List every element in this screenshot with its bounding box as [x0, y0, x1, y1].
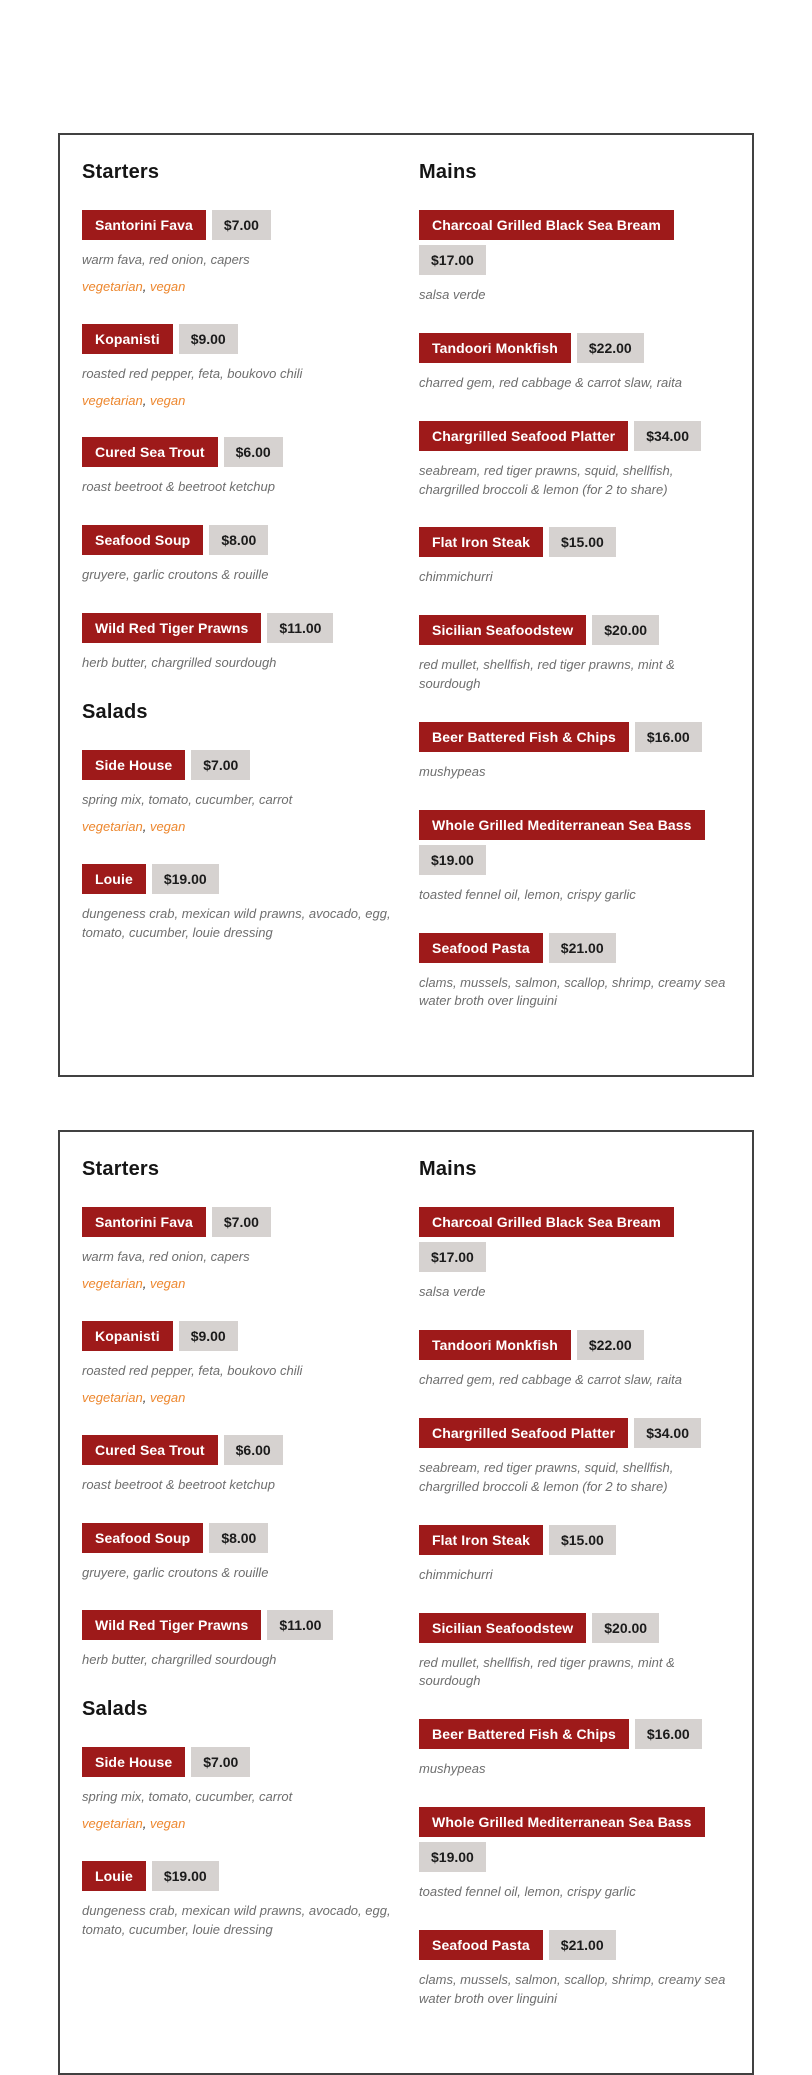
item-badges: [82, 1435, 393, 1470]
item-name-badge: Seafood Pasta: [419, 1930, 543, 1960]
menu-card-frame: [58, 1130, 754, 2074]
item-badges: [419, 1613, 730, 1648]
menu-item: [82, 613, 393, 673]
item-badges: [82, 324, 393, 359]
item-name-badge: Flat Iron Steak: [419, 1525, 543, 1555]
item-badges: [419, 1719, 730, 1754]
item-name-badge: Flat Iron Steak: [419, 527, 543, 557]
item-price-badge: $20.00: [592, 615, 659, 645]
item-price-badge: $19.00: [419, 845, 486, 875]
item-badges: [82, 864, 393, 899]
menu-item: [419, 210, 730, 305]
menu-item: [419, 421, 730, 500]
item-description: charred gem, red cabbage & carrot slaw, raita: [419, 1372, 683, 1388]
menu-section: [419, 1158, 730, 2008]
menu-page: [0, 133, 812, 2006]
item-price-badge: $7.00: [191, 750, 250, 780]
section-items: [419, 1207, 730, 2008]
item-name-badge: Chargrilled Seafood Platter: [419, 421, 628, 451]
item-name-badge: Kopanisti: [82, 1321, 173, 1351]
item-name-badge: Whole Grilled Mediterranean Sea Bass: [419, 1807, 705, 1837]
diet-tag-vegan[interactable]: vegan: [149, 1389, 186, 1405]
section-items: [419, 210, 730, 1011]
section-title-mains: Mains: [419, 161, 477, 183]
item-name-badge: Chargrilled Seafood Platter: [419, 1418, 628, 1448]
item-price-badge: $34.00: [634, 1418, 701, 1448]
section-items: [82, 1747, 393, 1939]
item-description: warm fava, red onion, capers: [82, 252, 250, 267]
tag-separator: ,: [142, 1389, 150, 1405]
menu-item: [419, 810, 730, 905]
menu-item: [82, 1523, 393, 1583]
item-name-badge: Seafood Soup: [82, 525, 203, 555]
item-badges: [82, 1861, 393, 1896]
item-badges: [82, 1747, 393, 1782]
item-price-badge: $7.00: [212, 1207, 271, 1237]
item-badges: [82, 1321, 393, 1356]
item-tags: [82, 819, 393, 836]
item-badges: [419, 1807, 730, 1877]
item-price-badge: $11.00: [267, 613, 333, 643]
item-price-badge: $6.00: [224, 1435, 283, 1465]
item-badges: [419, 615, 730, 650]
item-tags: [82, 1276, 393, 1293]
item-description: spring mix, tomato, cucumber, carrot: [82, 1789, 293, 1805]
menu-item: [419, 527, 730, 587]
item-name-badge: Louie: [82, 864, 146, 894]
item-price-badge: $15.00: [549, 527, 616, 557]
item-description: herb butter, chargrilled sourdough: [82, 655, 277, 671]
item-name-badge: Whole Grilled Mediterranean Sea Bass: [419, 810, 705, 840]
menu-item: [82, 1747, 393, 1833]
menu-item: [419, 333, 730, 393]
diet-tag-vegan[interactable]: vegan: [149, 818, 186, 834]
menu-card-2: [58, 1130, 754, 2006]
item-description: charred gem, red cabbage & carrot slaw, raita: [419, 374, 683, 390]
menu-item: [419, 1525, 730, 1585]
section-title-starters: Starters: [82, 1158, 160, 1181]
item-tags: [82, 1390, 393, 1407]
menu-columns: [82, 161, 730, 1039]
item-name-badge: Tandoori Monkfish: [419, 333, 571, 363]
section-items: [82, 1207, 393, 1670]
item-name-badge: Louie: [82, 1861, 146, 1891]
item-name-badge: Beer Battered Fish & Chips: [419, 722, 629, 752]
item-name-badge: Tandoori Monkfish: [419, 1330, 571, 1360]
item-description: clams, mussels, salmon, scallop, shrimp, creamy sea water broth over linguini: [419, 974, 726, 1009]
item-price-badge: $20.00: [592, 1613, 659, 1643]
item-badges: [82, 750, 393, 785]
diet-tag-vegetarian[interactable]: vegetarian: [82, 1816, 143, 1832]
item-description: dungeness crab, mexican wild prawns, avocado, egg, tomato, cucumber, louie dressing: [82, 1903, 391, 1937]
menu-item: [82, 1610, 393, 1670]
item-price-badge: $9.00: [179, 1321, 238, 1351]
item-price-badge: $17.00: [419, 245, 486, 275]
diet-tag-vegetarian[interactable]: vegetarian: [82, 278, 143, 294]
menu-item: [82, 750, 393, 836]
item-description: spring mix, tomato, cucumber, carrot: [82, 792, 293, 807]
menu-column-1: [82, 161, 393, 970]
item-name-badge: Sicilian Seafoodstew: [419, 1613, 586, 1643]
menu-item: [82, 864, 393, 943]
item-description: toasted fennel oil, lemon, crispy garlic: [419, 1884, 636, 1900]
item-description: warm fava, red onion, capers: [82, 1249, 250, 1265]
menu-item: [82, 1861, 393, 1940]
menu-item: [419, 1330, 730, 1390]
item-description: gruyere, garlic croutons & rouille: [82, 1564, 269, 1580]
item-badges: [419, 1525, 730, 1560]
item-badges: [419, 333, 730, 368]
item-badges: [419, 722, 730, 757]
item-price-badge: $21.00: [549, 933, 616, 963]
tag-separator: ,: [142, 278, 150, 294]
item-price-badge: $21.00: [549, 1930, 616, 1960]
menu-section: [82, 1158, 393, 1670]
item-description: mushypeas: [419, 1761, 486, 1777]
item-name-badge: Beer Battered Fish & Chips: [419, 1719, 629, 1749]
item-price-badge: $6.00: [224, 437, 283, 467]
item-badges: [419, 933, 730, 968]
item-badges: [419, 210, 730, 280]
item-description: dungeness crab, mexican wild prawns, avocado, egg, tomato, cucumber, louie dressing: [82, 905, 391, 940]
section-title-mains: Mains: [419, 1158, 477, 1181]
diet-tag-vegan[interactable]: vegan: [149, 392, 186, 408]
section-title-salads: Salads: [82, 701, 148, 723]
item-name-badge: Seafood Pasta: [419, 933, 543, 963]
tag-separator: ,: [142, 1816, 150, 1832]
item-description: roasted red pepper, feta, boukovo chili: [82, 1363, 303, 1379]
item-tags: [82, 1816, 393, 1833]
section-title-starters: Starters: [82, 161, 160, 183]
item-price-badge: $22.00: [577, 1330, 644, 1360]
menu-card-1: [58, 133, 754, 1077]
menu-item: [82, 1321, 393, 1407]
menu-item: [419, 1719, 730, 1779]
tag-separator: ,: [142, 1276, 150, 1292]
item-name-badge: Wild Red Tiger Prawns: [82, 1610, 261, 1640]
item-price-badge: $8.00: [209, 525, 268, 555]
item-name-badge: Kopanisti: [82, 324, 173, 354]
item-badges: [419, 527, 730, 562]
item-name-badge: Santorini Fava: [82, 210, 206, 240]
item-description: clams, mussels, salmon, scallop, shrimp, creamy sea water broth over linguini: [419, 1971, 726, 2006]
item-badges: [419, 1207, 730, 1277]
item-badges: [419, 1418, 730, 1453]
menu-item: [82, 437, 393, 497]
item-description: toasted fennel oil, lemon, crispy garlic: [419, 886, 636, 902]
item-description: gruyere, garlic croutons & rouille: [82, 567, 269, 583]
item-name-badge: Cured Sea Trout: [82, 437, 218, 467]
menu-section: [82, 161, 393, 673]
item-description: roasted red pepper, feta, boukovo chili: [82, 365, 303, 381]
item-name-badge: Sicilian Seafoodstew: [419, 615, 586, 645]
item-name-badge: Seafood Soup: [82, 1523, 203, 1553]
menu-section: [82, 701, 393, 942]
diet-tag-vegetarian[interactable]: vegetarian: [82, 818, 143, 834]
item-description: roast beetroot & beetroot ketchup: [82, 1476, 275, 1492]
item-description: red mullet, shellfish, red tiger prawns, mint & sourdough: [419, 1654, 675, 1689]
item-badges: [419, 1930, 730, 1965]
item-description: chimmichurri: [419, 1566, 493, 1582]
item-price-badge: $16.00: [635, 722, 702, 752]
tag-separator: ,: [142, 392, 150, 408]
section-items: [82, 750, 393, 942]
menu-item: [419, 1807, 730, 1902]
menu-item: [82, 210, 393, 296]
item-badges: [82, 1610, 393, 1645]
menu-columns: [82, 1158, 730, 2036]
diet-tag-vegetarian[interactable]: vegetarian: [82, 392, 143, 408]
menu-item: [419, 1418, 730, 1497]
menu-section: [82, 1698, 393, 1939]
diet-tag-vegetarian[interactable]: vegetarian: [82, 1276, 143, 1292]
item-description: chimmichurri: [419, 569, 493, 585]
item-description: salsa verde: [419, 1284, 486, 1300]
item-badges: [419, 810, 730, 880]
menu-item: [82, 525, 393, 585]
menu-item: [82, 324, 393, 410]
menu-item: [82, 1207, 393, 1293]
item-badges: [82, 613, 393, 648]
item-description: herb butter, chargrilled sourdough: [82, 1652, 277, 1668]
item-badges: [82, 1523, 393, 1558]
menu-item: [419, 1207, 730, 1302]
item-price-badge: $19.00: [419, 1842, 486, 1872]
item-name-badge: Wild Red Tiger Prawns: [82, 613, 261, 643]
item-description: seabream, red tiger prawns, squid, shellfish, chargrilled broccoli & lemon (for 2 to share): [419, 1459, 674, 1494]
item-description: salsa verde: [419, 287, 486, 302]
item-price-badge: $9.00: [179, 324, 238, 354]
item-name-badge: Side House: [82, 750, 185, 780]
item-price-badge: $8.00: [209, 1523, 268, 1553]
diet-tag-vegan[interactable]: vegan: [149, 1816, 186, 1832]
item-badges: [82, 437, 393, 472]
item-price-badge: $7.00: [191, 1747, 250, 1777]
item-price-badge: $19.00: [152, 864, 219, 894]
item-price-badge: $19.00: [152, 1861, 219, 1891]
menu-item: [419, 615, 730, 694]
menu-item: [419, 722, 730, 782]
menu-item: [82, 1435, 393, 1495]
item-price-badge: $34.00: [634, 421, 701, 451]
item-price-badge: $7.00: [212, 210, 271, 240]
menu-column-1: [82, 1158, 393, 1967]
item-badges: [82, 210, 393, 245]
item-name-badge: Santorini Fava: [82, 1207, 206, 1237]
item-description: mushypeas: [419, 763, 486, 779]
diet-tag-vegan[interactable]: vegan: [149, 1276, 186, 1292]
item-name-badge: Side House: [82, 1747, 185, 1777]
menu-column-2: [419, 161, 730, 1039]
item-description: seabream, red tiger prawns, squid, shellfish, chargrilled broccoli & lemon (for 2 to share): [419, 462, 674, 497]
menu-card-frame: [58, 133, 754, 1077]
menu-column-2: [419, 1158, 730, 2036]
menu-item: [419, 933, 730, 1012]
item-name-badge: Charcoal Grilled Black Sea Bream: [419, 1207, 674, 1237]
item-price-badge: $16.00: [635, 1719, 702, 1749]
item-badges: [419, 421, 730, 456]
item-tags: [82, 279, 393, 296]
menu-item: [419, 1930, 730, 2009]
item-tags: [82, 393, 393, 410]
menu-section: [419, 161, 730, 1011]
item-badges: [419, 1330, 730, 1365]
section-title-salads: Salads: [82, 1698, 148, 1721]
tag-separator: ,: [142, 818, 150, 834]
item-description: red mullet, shellfish, red tiger prawns, mint & sourdough: [419, 657, 675, 692]
item-badges: [82, 1207, 393, 1242]
item-description: roast beetroot & beetroot ketchup: [82, 479, 275, 495]
diet-tag-vegan[interactable]: vegan: [149, 278, 186, 294]
item-price-badge: $11.00: [267, 1610, 333, 1640]
item-price-badge: $22.00: [577, 333, 644, 363]
section-items: [82, 210, 393, 673]
diet-tag-vegetarian[interactable]: vegetarian: [82, 1389, 143, 1405]
item-price-badge: $17.00: [419, 1242, 486, 1272]
item-price-badge: $15.00: [549, 1525, 616, 1555]
item-name-badge: Charcoal Grilled Black Sea Bream: [419, 210, 674, 240]
item-badges: [82, 525, 393, 560]
menu-item: [419, 1613, 730, 1692]
item-name-badge: Cured Sea Trout: [82, 1435, 218, 1465]
